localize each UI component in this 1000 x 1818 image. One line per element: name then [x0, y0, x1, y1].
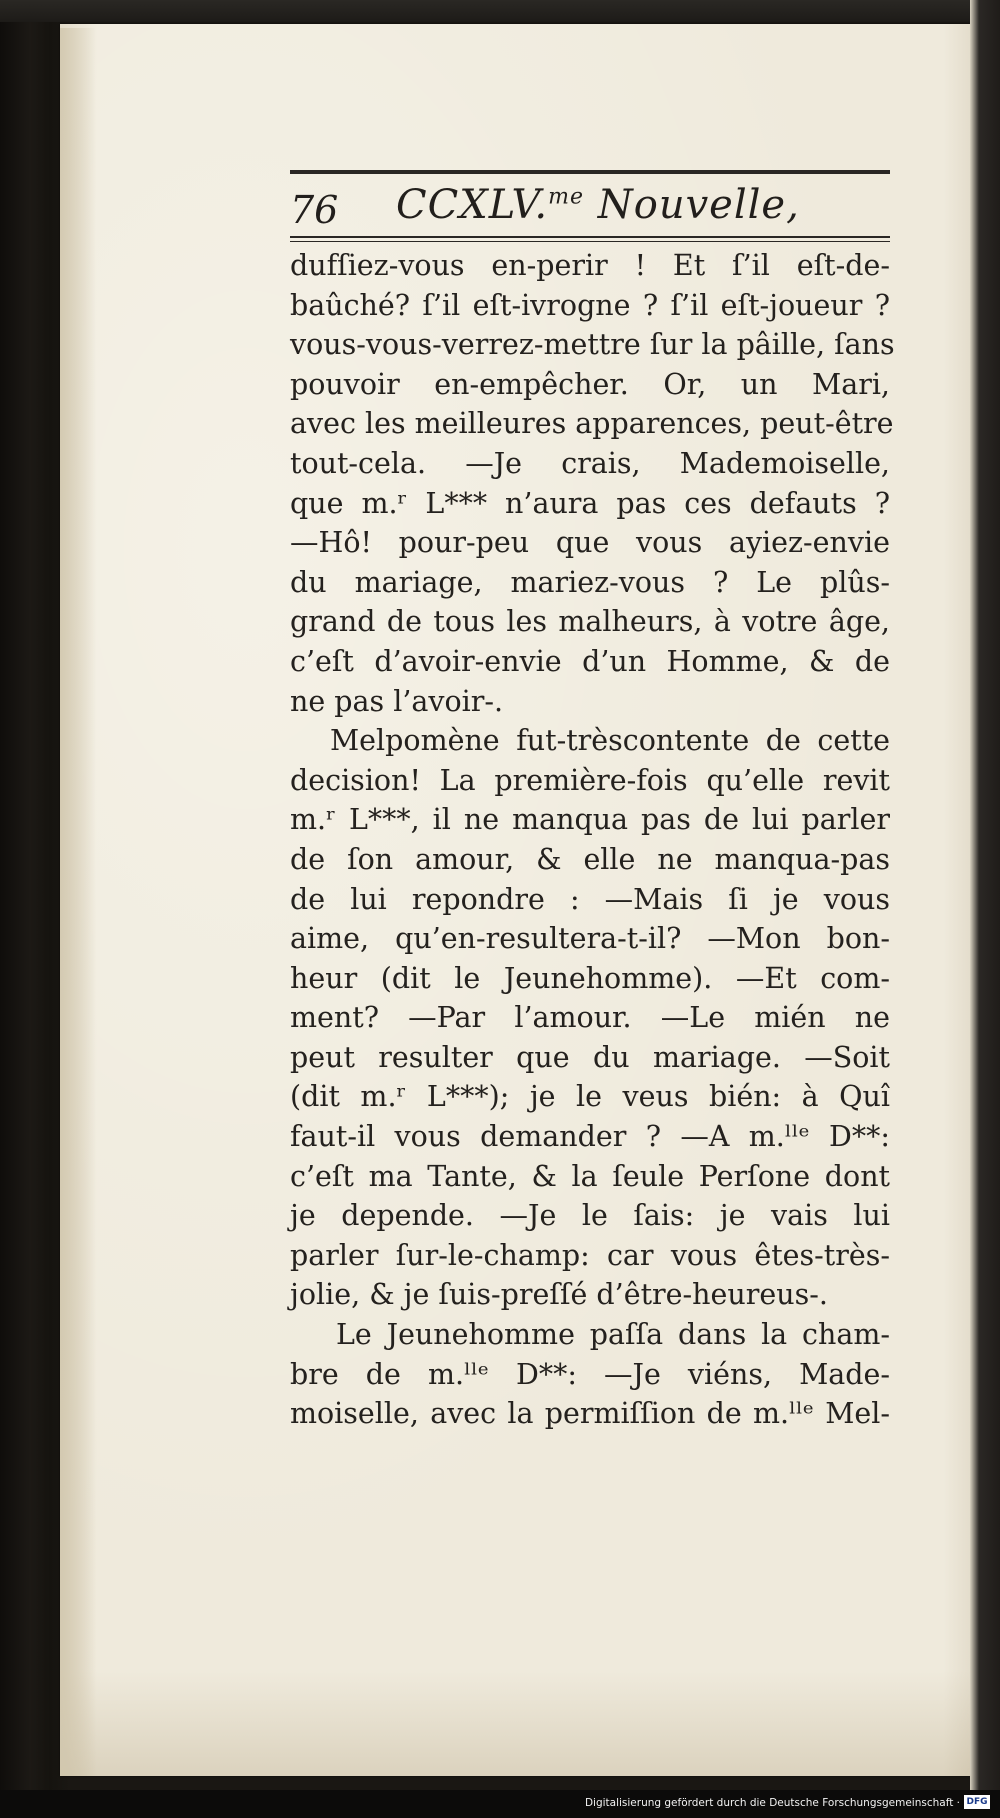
text-line: jolie, & je ſuis-preſſé d’être-heureus-.	[290, 1278, 828, 1312]
text-line: baûché? ſ’il eſt-ivrogne ? ſ’il eſt-joueur ?	[290, 288, 890, 322]
text-line: bre de m.ˡˡᵉ D**: —Je viéns, Made-	[290, 1357, 890, 1391]
text-line: ne pas l’avoir-.	[290, 684, 504, 718]
scan-top-strip	[0, 0, 1000, 22]
text-line: c’eſt ma Tante, & la ſeule Perſone dont	[290, 1159, 890, 1193]
text-line: decision! La première-fois qu’elle revit	[290, 763, 890, 797]
running-header	[290, 182, 890, 232]
dfg-logo: DFG	[964, 1795, 990, 1809]
text-line: m.ʳ L***, il ne manqua pas de lui parler	[290, 803, 890, 837]
text-line: moiselle, avec la permiſſion de m.ˡˡᵉ Mel-	[290, 1397, 890, 1431]
body-text	[290, 246, 895, 1434]
text-line: —Hô! pour-peu que vous ayiez-envie	[290, 526, 890, 560]
text-line: heur (dit le Jeunehomme). —Et com-	[290, 961, 890, 995]
text-line: (dit m.ʳ L***); je le veus bién: à Quî	[290, 1080, 890, 1114]
running-title-superscript: me	[548, 184, 585, 210]
text-line: de ſon amour, & elle ne manqua-pas	[290, 842, 890, 876]
text-line: pouvoir en-empêcher. Or, un Mari,	[290, 367, 890, 401]
running-title-main: CCXLV.	[396, 182, 549, 228]
page-left-edge	[60, 28, 96, 1776]
text-line: avec les meilleures apparences, peut-être	[290, 407, 894, 441]
text-line: tout-cela. —Je crais, Mademoiselle,	[290, 446, 890, 480]
header-rule-top	[290, 170, 890, 174]
digitization-credit: Digitalisierung gefördert durch die Deutsche Forschungsgemeinschaft ·	[584, 1797, 960, 1809]
text-line: faut-il vous demander ? —A m.ˡˡᵉ D**:	[290, 1120, 890, 1154]
text-line: vous-vous-verrez-mettre ſur la pâille, ſans	[290, 328, 895, 362]
text-line: parler ſur-le-champ: car vous êtes-très-	[290, 1238, 890, 1272]
text-line: aime, qu’en-resultera-t-il? —Mon bon-	[290, 922, 890, 956]
text-line: Melpomène fut-trèscontente de cette	[330, 724, 890, 758]
text-line: c’eſt d’avoir-envie d’un Homme, & de	[290, 644, 890, 678]
page-right-edge	[970, 0, 1000, 1790]
text-line: dufſiez-vous en-perir ! Et ſ’il eſt-de-	[290, 249, 890, 282]
running-title-rest: Nouvelle,	[584, 182, 800, 228]
text-line: grand de tous les malheurs, à votre âge,	[290, 605, 890, 639]
running-title	[396, 182, 800, 228]
text-line: Le Jeunehomme paſſa dans la cham-	[336, 1318, 890, 1352]
page-number: 76	[290, 188, 339, 232]
text-line: de lui repondre : —Mais ſi je vous	[290, 882, 890, 916]
text-line: que m.ʳ L*** n’aura pas ces defauts ?	[290, 486, 890, 520]
text-line: ment? —Par l’amour. —Le mién ne	[290, 1001, 890, 1035]
text-line: du mariage, mariez-vous ? Le plûs-	[290, 565, 890, 599]
text-line: peut resulter que du mariage. —Soit	[290, 1040, 890, 1074]
header-rule-bottom	[290, 236, 890, 242]
text-line: je depende. —Je le ſais: je vais lui	[290, 1199, 890, 1233]
